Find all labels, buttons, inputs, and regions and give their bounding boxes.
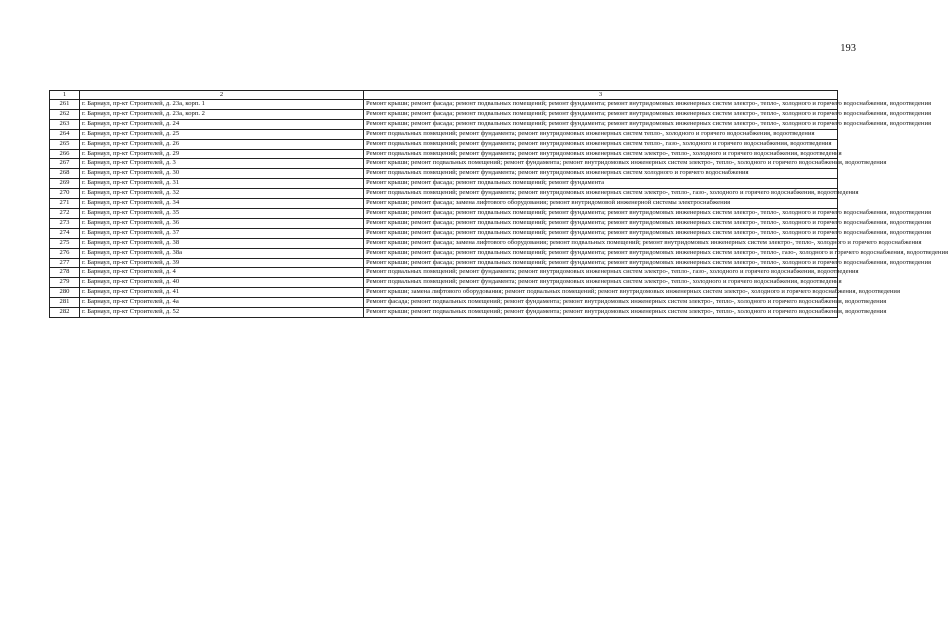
row-works: Ремонт подвальных помещений; ремонт фундамента; ремонт внутридомовых инженерных систем электро-, тепло-, газо-, холодного и горячего водоснабжения, водоотведения (364, 189, 838, 199)
row-number: 266 (50, 149, 80, 159)
row-works: Ремонт подвальных помещений; ремонт фундамента; ремонт внутридомовых инженерных систем электро-, тепло-, холодного и горячего водоснабжения, водоотведения (364, 278, 838, 288)
row-number: 273 (50, 218, 80, 228)
row-address: г. Барнаул, пр-кт Строителей, д. 23а, корп. 1 (80, 100, 364, 110)
row-number: 275 (50, 238, 80, 248)
table-row (50, 169, 838, 179)
table-row (50, 228, 838, 238)
row-number: 280 (50, 288, 80, 298)
row-address: г. Барнаул, пр-кт Строителей, д. 37 (80, 228, 364, 238)
row-address: г. Барнаул, пр-кт Строителей, д. 38 (80, 238, 364, 248)
row-works: Ремонт крыши; ремонт фасада; ремонт подвальных помещений; ремонт фундамента; ремонт внутридомовых инженерных систем электро-, тепло-, холодного и горячего водоснабжения, водоотведения (364, 218, 838, 228)
row-address: г. Барнаул, пр-кт Строителей, д. 26 (80, 139, 364, 149)
table-row (50, 189, 838, 199)
table-header (50, 91, 838, 100)
row-number: 274 (50, 228, 80, 238)
table-row (50, 248, 838, 258)
row-address: г. Барнаул, пр-кт Строителей, д. 39 (80, 258, 364, 268)
table-row (50, 268, 838, 278)
row-number: 268 (50, 169, 80, 179)
column-header-2: 2 (80, 91, 364, 100)
row-number: 270 (50, 189, 80, 199)
table-row (50, 258, 838, 268)
row-number: 276 (50, 248, 80, 258)
row-address: г. Барнаул, пр-кт Строителей, д. 34 (80, 199, 364, 209)
row-works: Ремонт крыши; ремонт подвальных помещений; ремонт фундамента; ремонт внутридомовых инженерных систем электро-, тепло-, холодного и горячего водоснабжения, водоотведения (364, 159, 838, 169)
table-row (50, 149, 838, 159)
row-address: г. Барнаул, пр-кт Строителей, д. 25 (80, 129, 364, 139)
row-number: 278 (50, 268, 80, 278)
row-address: г. Барнаул, пр-кт Строителей, д. 29 (80, 149, 364, 159)
row-number: 262 (50, 109, 80, 119)
row-number: 267 (50, 159, 80, 169)
row-address: г. Барнаул, пр-кт Строителей, д. 31 (80, 179, 364, 189)
row-address: г. Барнаул, пр-кт Строителей, д. 32 (80, 189, 364, 199)
row-number: 261 (50, 100, 80, 110)
row-works: Ремонт крыши; ремонт фасада; ремонт подвальных помещений; ремонт фундамента; ремонт внутридомовых инженерных систем электро-, тепло-, холодного и горячего водоснабжения, водоотведения (364, 258, 838, 268)
row-works: Ремонт крыши; ремонт фасада; замена лифтового оборудования; ремонт внутридомовой инженерной системы электроснабжения (364, 199, 838, 209)
row-works: Ремонт подвальных помещений; ремонт фундамента; ремонт внутридомовых инженерных систем холодного и горячего водоснабжения (364, 169, 838, 179)
row-works: Ремонт крыши; ремонт подвальных помещений; ремонт фундамента; ремонт внутридомовых инженерных систем электро-, тепло-, холодного и горячего водоснабжения, водоотведения (364, 308, 838, 318)
row-number: 265 (50, 139, 80, 149)
row-address: г. Барнаул, пр-кт Строителей, д. 24 (80, 119, 364, 129)
row-number: 263 (50, 119, 80, 129)
row-works: Ремонт крыши; ремонт фасада; ремонт подвальных помещений; ремонт фундамента; ремонт внутридомовых инженерных систем электро-, тепло-, холодного и горячего водоснабжения, водоотведения (364, 109, 838, 119)
row-works: Ремонт подвальных помещений; ремонт фундамента; ремонт внутридомовых инженерных систем электро-, тепло-, газо-, холодного и горячего водоснабжения, водоотведения (364, 268, 838, 278)
row-address: г. Барнаул, пр-кт Строителей, д. 23а, корп. 2 (80, 109, 364, 119)
row-address: г. Барнаул, пр-кт Строителей, д. 41 (80, 288, 364, 298)
row-works: Ремонт подвальных помещений; ремонт фундамента; ремонт внутридомовых инженерных систем электро-, тепло-, холодного и горячего водоснабжения, водоотведения (364, 149, 838, 159)
row-works: Ремонт крыши; ремонт фасада; ремонт подвальных помещений; ремонт фундамента; ремонт внутридомовых инженерных систем электро-, тепло-, холодного и горячего водоснабжения, водоотведения (364, 208, 838, 218)
row-number: 271 (50, 199, 80, 209)
column-header-1: 1 (50, 91, 80, 100)
table-body (50, 100, 948, 318)
row-works: Ремонт крыши; ремонт фасада; ремонт подвальных помещений; ремонт фундамента (364, 179, 838, 189)
table-row (50, 298, 838, 308)
column-header-3: 3 (364, 91, 838, 100)
table-row (50, 308, 838, 318)
row-number: 269 (50, 179, 80, 189)
page-number: 193 (840, 43, 856, 54)
table-row (50, 129, 838, 139)
row-address: г. Барнаул, пр-кт Строителей, д. 3 (80, 159, 364, 169)
row-address: г. Барнаул, пр-кт Строителей, д. 38а (80, 248, 364, 258)
row-number: 264 (50, 129, 80, 139)
table-row (50, 288, 838, 298)
row-number: 282 (50, 308, 80, 318)
repair-register-table (49, 90, 948, 318)
row-number: 281 (50, 298, 80, 308)
table-row (50, 109, 838, 119)
table-row (50, 199, 838, 209)
row-works: Ремонт крыши; ремонт фасада; ремонт подвальных помещений; ремонт фундамента; ремонт внутридомовых инженерных систем электро-, тепло-, холодного и горячего водоснабжения, водоотведения (364, 119, 838, 129)
row-number: 272 (50, 208, 80, 218)
table-row (50, 278, 838, 288)
row-works: Ремонт крыши; ремонт фасада; ремонт подвальных помещений; ремонт фундамента; ремонт внутридомовых инженерных систем электро-, тепло-, газо-, холодного и горячего водоснабжения, водоотведения (364, 248, 838, 258)
table-row (50, 139, 838, 149)
table-row (50, 208, 838, 218)
row-address: г. Барнаул, пр-кт Строителей, д. 52 (80, 308, 364, 318)
row-works: Ремонт крыши; ремонт фасада; замена лифтового оборудования; ремонт подвальных помещений; ремонт внутридомовых инженерных систем электро-, тепло-, холодного и горячего водоснабжения (364, 238, 838, 248)
row-works: Ремонт фасада; ремонт подвальных помещений; ремонт фундамента; ремонт внутридомовых инженерных систем электро-, тепло-, холодного и горячего водоснабжения, водоотведения (364, 298, 838, 308)
table-row (50, 238, 838, 248)
table-row (50, 159, 838, 169)
row-works: Ремонт подвальных помещений; ремонт фундамента; ремонт внутридомовых инженерных систем тепло-, газо-, холодного и горячего водоснабжения, водоотведения (364, 139, 838, 149)
row-number: 279 (50, 278, 80, 288)
column-number-row (50, 91, 838, 100)
row-address: г. Барнаул, пр-кт Строителей, д. 40 (80, 278, 364, 288)
row-number: 277 (50, 258, 80, 268)
table-row (50, 100, 838, 110)
row-address: г. Барнаул, пр-кт Строителей, д. 30 (80, 169, 364, 179)
row-works: Ремонт крыши; ремонт фасада; ремонт подвальных помещений; ремонт фундамента; ремонт внутридомовых инженерных систем электро-, тепло-, холодного и горячего водоснабжения, водоотведения (364, 100, 838, 110)
row-works: Ремонт крыши; замена лифтового оборудования; ремонт подвальных помещений; ремонт внутридомовых инженерных систем электро-, холодного и горячего водоснабжения, водоотведения (364, 288, 838, 298)
row-address: г. Барнаул, пр-кт Строителей, д. 4а (80, 298, 364, 308)
table-row (50, 119, 838, 129)
row-works: Ремонт подвальных помещений; ремонт фундамента; ремонт внутридомовых инженерных систем тепло-, холодного и горячего водоснабжения, водоотведения (364, 129, 838, 139)
row-address: г. Барнаул, пр-кт Строителей, д. 36 (80, 218, 364, 228)
row-address: г. Барнаул, пр-кт Строителей, д. 4 (80, 268, 364, 278)
row-works: Ремонт крыши; ремонт фасада; ремонт подвальных помещений; ремонт фундамента; ремонт внутридомовых инженерных систем электро-, тепло-, холодного и горячего водоснабжения, водоотведения (364, 228, 838, 238)
row-address: г. Барнаул, пр-кт Строителей, д. 35 (80, 208, 364, 218)
table-row (50, 179, 838, 189)
table-row (50, 218, 838, 228)
